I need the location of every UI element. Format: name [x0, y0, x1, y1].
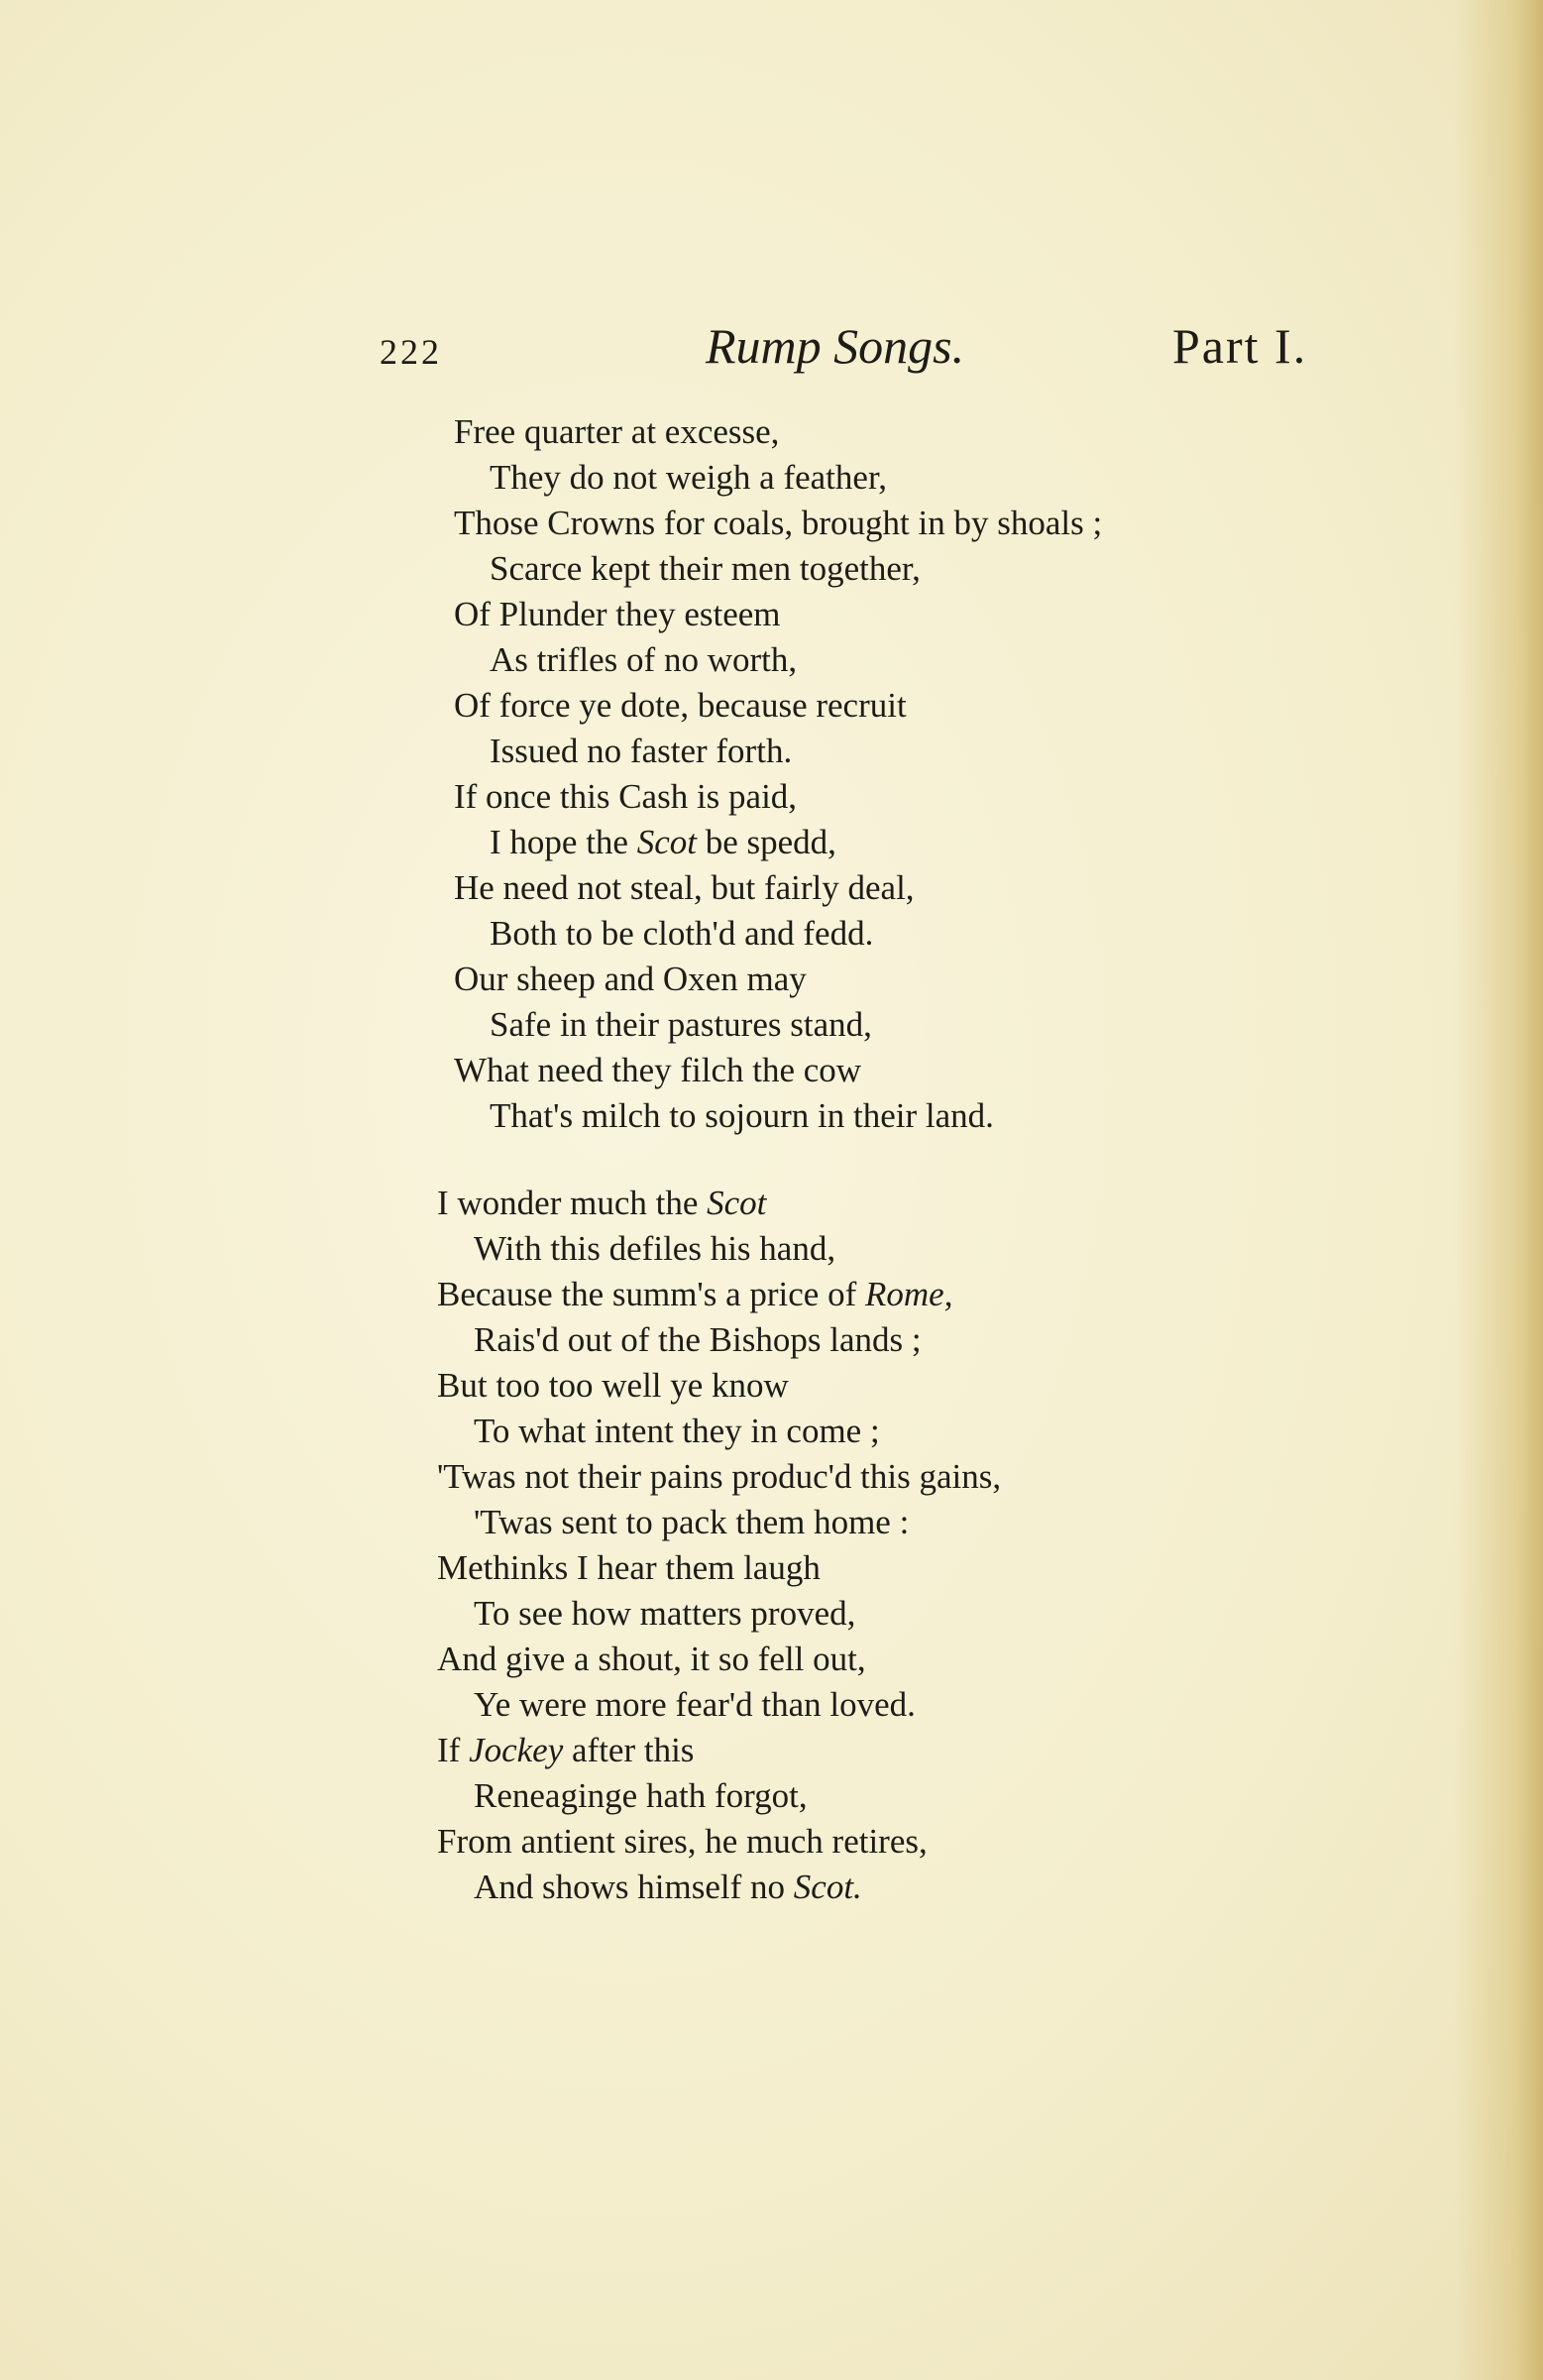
line-text: Scarce kept their men together, — [490, 549, 921, 588]
poem-line — [474, 1231, 835, 1266]
line-text: Of force ye dote, because recruit — [454, 686, 907, 725]
poem-line — [437, 1733, 694, 1767]
poem-line — [490, 825, 836, 859]
line-text: Issued no faster forth. — [490, 732, 793, 770]
line-text: And give a shout, it so fell out, — [437, 1640, 866, 1678]
line-text: after this — [563, 1731, 695, 1769]
italic-word: Scot — [636, 823, 697, 861]
poem-line — [454, 688, 907, 723]
poem-line — [454, 414, 779, 449]
poem-line — [437, 1550, 821, 1585]
part-label: Part I. — [1172, 318, 1308, 374]
poem-line — [490, 460, 887, 495]
poem-line — [437, 1368, 789, 1403]
italic-word: Scot. — [793, 1868, 862, 1906]
poem-line — [490, 1098, 994, 1133]
line-text: Ye were more fear'd than loved. — [474, 1685, 916, 1724]
poem-line — [474, 1687, 916, 1722]
line-text: What need they filch the cow — [454, 1051, 862, 1089]
poem-line — [454, 506, 1102, 540]
line-text: Our sheep and Oxen may — [454, 960, 807, 998]
poem-line — [437, 1824, 928, 1859]
poem-line — [474, 1322, 922, 1357]
poem-line — [474, 1505, 909, 1539]
poem-line — [437, 1459, 1001, 1494]
line-text: But too too well ye know — [437, 1366, 789, 1405]
running-title: Rump Songs. — [706, 318, 965, 374]
line-text: That's milch to sojourn in their land. — [490, 1096, 994, 1135]
line-text: If — [437, 1731, 470, 1769]
line-text: If once this Cash is paid, — [454, 777, 798, 816]
line-text: Safe in their pastures stand, — [490, 1005, 872, 1044]
poem-line — [490, 916, 873, 951]
poem-line — [437, 1642, 866, 1676]
line-text: Methinks I hear them laugh — [437, 1548, 821, 1587]
poem-line — [490, 734, 792, 768]
line-text: He need not steal, but fairly deal, — [454, 868, 915, 907]
line-text: With this defiles his hand, — [474, 1229, 836, 1268]
line-text: And shows himself no — [474, 1868, 794, 1906]
line-text: I hope the — [490, 823, 637, 861]
poem-line — [474, 1414, 880, 1448]
italic-word: Rome, — [865, 1275, 953, 1313]
line-text: Rais'd out of the Bishops lands ; — [474, 1320, 922, 1359]
line-text: Both to be cloth'd and fedd. — [490, 914, 874, 953]
poem-line — [454, 1053, 861, 1087]
poem-line — [474, 1870, 862, 1904]
poem-line — [490, 551, 921, 586]
line-text: To see how matters proved, — [474, 1594, 856, 1633]
line-text: Free quarter at excesse, — [454, 412, 780, 451]
poem-line — [437, 1277, 952, 1311]
poem-line — [454, 779, 797, 814]
italic-word: Jockey — [469, 1731, 564, 1769]
line-text: From antient sires, he much retires, — [437, 1822, 928, 1861]
page-number: 222 — [380, 332, 442, 372]
line-text: 'Twas not their pains produc'd this gains, — [437, 1457, 1002, 1496]
line-text: Those Crowns for coals, brought in by shoals ; — [454, 504, 1103, 542]
line-text: Reneaginge hath forgot, — [474, 1776, 808, 1815]
line-text: They do not weigh a feather, — [490, 458, 887, 497]
poem-line — [454, 962, 807, 996]
poem-line — [474, 1596, 855, 1631]
poem-line — [437, 1186, 766, 1220]
poem-line — [490, 1007, 872, 1042]
line-text: To what intent they in come ; — [474, 1412, 880, 1450]
italic-word: Scot — [707, 1184, 767, 1222]
line-text: be spedd, — [696, 823, 836, 861]
poem-line — [454, 870, 915, 905]
line-text: 'Twas sent to pack them home : — [474, 1503, 910, 1541]
line-text: As trifles of no worth, — [490, 640, 798, 679]
poem-line — [474, 1778, 808, 1813]
line-text: Because the summ's a price of — [437, 1275, 865, 1313]
poem-line — [454, 597, 781, 631]
line-text: I wonder much the — [437, 1184, 708, 1222]
running-header — [0, 317, 1543, 377]
line-text: Of Plunder they esteem — [454, 595, 781, 633]
poem-line — [490, 642, 797, 677]
